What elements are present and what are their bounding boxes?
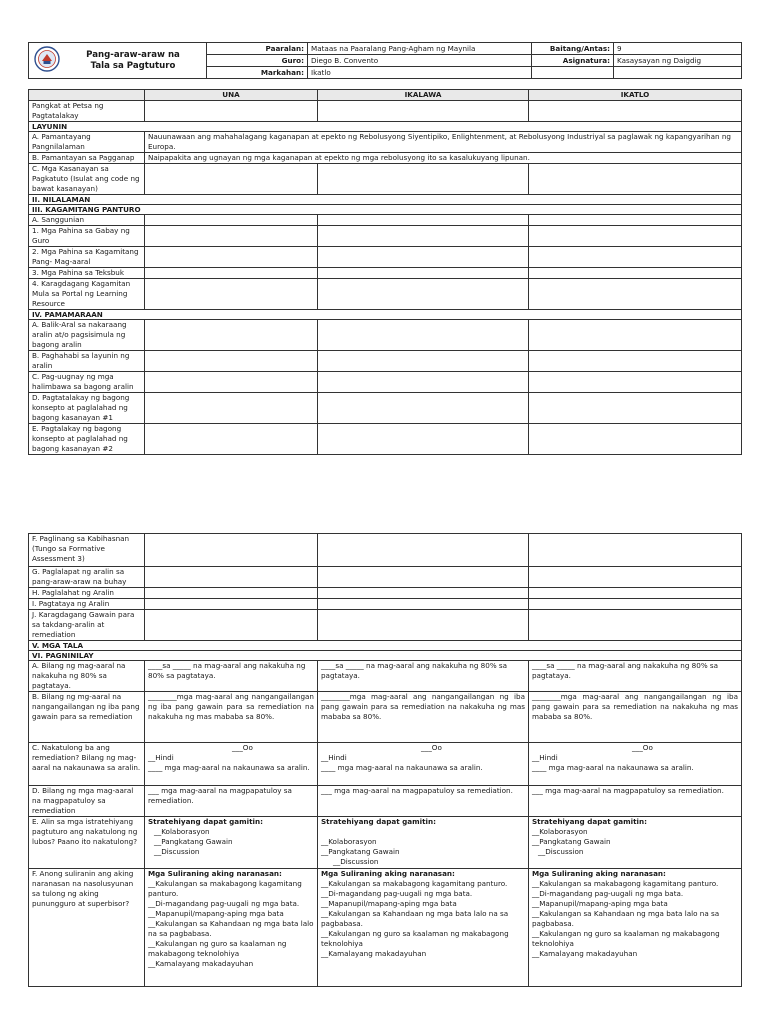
- cell-nakatulong-ikalawa[interactable]: [318, 743, 529, 786]
- row-label-paghahabi: B. Paghahabi sa layunin ng aralin: [29, 351, 145, 372]
- cell-paghahabi-una[interactable]: [145, 351, 318, 372]
- cell-istratehiya-ikatlo[interactable]: [529, 817, 742, 869]
- cell-paglalapat-ikatlo[interactable]: [529, 567, 742, 588]
- cell-paghahabi-ikatlo[interactable]: [529, 351, 742, 372]
- row-label-pangkat: Pangkat at Petsa ng Pagtatalakay: [29, 101, 145, 122]
- oo-option[interactable]: ___Oo: [421, 743, 442, 752]
- section-kagamitang-panturo: III. KAGAMITANG PANTURO: [29, 205, 742, 215]
- section-layunin: LAYUNIN: [29, 122, 742, 132]
- cell-pag-uugnay-ikalawa[interactable]: [318, 372, 529, 393]
- cell-kagamitang-ikatlo[interactable]: [529, 247, 742, 268]
- cell-pagtataya-ikalawa[interactable]: [318, 599, 529, 610]
- suliranin-option[interactable]: __Kakulangan sa Kahandaan ng mga bata lalo na sa pagbabasa.: [532, 909, 720, 928]
- markahan-label: Markahan:: [207, 67, 308, 79]
- suliranin-option[interactable]: __Kamalayang makadayuhan: [148, 959, 254, 968]
- cell-nakatulong-ikatlo[interactable]: [529, 743, 742, 786]
- strategy-heading: Stratehiyang dapat gamitin:: [321, 817, 436, 826]
- pangkatang-gawain-option[interactable]: __Pangkatang Gawain: [321, 847, 400, 856]
- asignatura-label: Asignatura:: [532, 55, 614, 67]
- cell-remediation-need-ikatlo[interactable]: ________mga mag-aaral ang nangangailangan ng iba pang gawain para sa remediation na nakakuha ng mas mababa sa 80%.: [529, 692, 742, 743]
- cell-pagtatalakay2-ikalawa[interactable]: [318, 424, 529, 455]
- cell-pag-uugnay-una[interactable]: [145, 372, 318, 393]
- markahan-value: Ikatlo: [308, 67, 532, 79]
- deped-seal-icon: [34, 46, 60, 72]
- suliranin-option[interactable]: __Di-magandang pag-uugali ng mga bata.: [532, 889, 684, 898]
- baitang-value: 9: [614, 43, 742, 55]
- cell-magpapatuloy-ikatlo[interactable]: ___ mga mag-aaral na magpapatuloy sa remediation.: [529, 786, 742, 817]
- suliranin-option[interactable]: __Kakulangan sa makabagong kagamitang panturo.: [148, 879, 302, 898]
- cell-sanggunian-ikatlo[interactable]: [529, 215, 742, 226]
- row-label-karagdagang-kagamitan: 4. Karagdagang Kagamitan Mula sa Portal ng Learning Resource: [29, 279, 145, 310]
- cell-balik-aral-ikatlo[interactable]: [529, 320, 742, 351]
- paaralan-label: Paaralan:: [207, 43, 308, 55]
- cell-istratehiya-ikalawa[interactable]: [318, 817, 529, 869]
- suliranin-option[interactable]: __Kakulangan sa Kahandaan ng mga bata lalo na sa pagbabasa.: [321, 909, 509, 928]
- cell-paglalahat-ikalawa[interactable]: [318, 588, 529, 599]
- cell-paghahabi-ikalawa[interactable]: [318, 351, 529, 372]
- kolaborasyon-option[interactable]: __Kolaborasyon: [321, 837, 377, 846]
- suliranin-option[interactable]: __Di-magandang pag-uugali ng mga bata.: [321, 889, 473, 898]
- cell-gabay-ikatlo[interactable]: [529, 226, 742, 247]
- guro-label: Guro:: [207, 55, 308, 67]
- cell-gabay-ikalawa[interactable]: [318, 226, 529, 247]
- hindi-option[interactable]: __Hindi: [321, 753, 347, 762]
- row-label-bilang-80: A. Bilang ng mag-aaral na nakakuha ng 80% sa pagtataya.: [29, 661, 145, 692]
- kolaborasyon-option[interactable]: __Kolaborasyon: [154, 827, 210, 836]
- title-cell: [29, 43, 207, 79]
- suliranin-option[interactable]: __Mapanupil/mapang-aping mga bata: [532, 899, 668, 908]
- row-label-paglalahat: H. Paglalahat ng Aralin: [29, 588, 145, 599]
- cell-pangkat-ikatlo[interactable]: [529, 101, 742, 122]
- suliranin-option[interactable]: __Di-magandang pag-uugali ng mga bata.: [148, 899, 300, 908]
- suliranin-option[interactable]: __Kamalayang makadayuhan: [321, 949, 427, 958]
- row-label-istratehiya: E. Alin sa mga istratehiyang pagtuturo ang nakatulong ng lubos? Paano ito nakatulong?: [29, 817, 145, 869]
- section-pagninilay: VI. PAGNINILAY: [29, 651, 742, 661]
- cell-karagdagang-gawain-ikatlo[interactable]: [529, 610, 742, 641]
- cell-istratehiya-una[interactable]: [145, 817, 318, 869]
- cell-kasanayan-una[interactable]: [145, 164, 318, 195]
- cell-pagtatalakay2-una[interactable]: [145, 424, 318, 455]
- asignatura-value: Kasaysayan ng Daigdig: [614, 55, 742, 67]
- section-nilalaman: II. NILALAMAN: [29, 195, 742, 205]
- cell-pagtatalakay1-una[interactable]: [145, 393, 318, 424]
- cell-teksbuk-ikatlo[interactable]: [529, 268, 742, 279]
- paaralan-value: Mataas na Paaralang Pang-Agham ng Maynila: [308, 43, 532, 55]
- strategy-heading: Stratehiyang dapat gamitin:: [532, 817, 647, 826]
- row-label-karagdagang-gawain: J. Karagdagang Gawain para sa takdang-aralin at remediation: [29, 610, 145, 641]
- cell-kagamitang-ikalawa[interactable]: [318, 247, 529, 268]
- cell-paglinang-ikalawa[interactable]: [318, 534, 529, 567]
- cell-paglalahat-una[interactable]: [145, 588, 318, 599]
- row-label-pagtatalakay-1: D. Pagtatalakay ng bagong konsepto at paglalahad ng bagong kasanayan #1: [29, 393, 145, 424]
- cell-suliranin-ikalawa[interactable]: [318, 869, 529, 987]
- pangkatang-gawain-option[interactable]: __Pangkatang Gawain: [532, 837, 611, 846]
- cell-karagdagang-ikatlo[interactable]: [529, 279, 742, 310]
- cell-teksbuk-una[interactable]: [145, 268, 318, 279]
- column-head-ikatlo: IKATLO: [529, 90, 742, 101]
- cell-bilang-80-una[interactable]: ____sa _____ na mag-aaral ang nakakuha ng 80% sa pagtataya.: [145, 661, 318, 692]
- cell-pangkat-ikalawa[interactable]: [318, 101, 529, 122]
- cell-pag-uugnay-ikatlo[interactable]: [529, 372, 742, 393]
- row-label-paglalapat: G. Paglalapat ng aralin sa pang-araw-araw na buhay: [29, 567, 145, 588]
- document-title-line1: Pang-araw-araw na: [86, 49, 180, 60]
- suliranin-option[interactable]: __Kakulangan sa makabagong kagamitang panturo.: [321, 879, 508, 888]
- section-pamamaraan: IV. PAMAMARAAN: [29, 310, 742, 320]
- cell-paglinang-una[interactable]: [145, 534, 318, 567]
- pangkatang-gawain-option[interactable]: __Pangkatang Gawain: [154, 837, 233, 846]
- row-label-pamantayan-pagganap: B. Pamantayan sa Pagganap: [29, 153, 145, 164]
- oo-option[interactable]: ___Oo: [632, 743, 653, 752]
- suliranin-option[interactable]: __Kakulangan ng guro sa kaalaman ng makabagong teknolohiya: [532, 929, 720, 948]
- empty-cell: [532, 67, 614, 79]
- row-label-pagtatalakay-2: E. Pagtalakay ng bagong konsepto at paglalahad ng bagong kasanayan #2: [29, 424, 145, 455]
- cell-sanggunian-ikalawa[interactable]: [318, 215, 529, 226]
- empty-cell: [29, 90, 145, 101]
- cell-remediation-need-una[interactable]: ________mga mag-aaral ang nangangailangan ng iba pang gawain para sa remediation na nakakuha ng mas mababa sa 80%.: [145, 692, 318, 743]
- cell-magpapatuloy-una[interactable]: ___ mga mag-aaral na magpapatuloy sa remediation.: [145, 786, 318, 817]
- cell-karagdagang-una[interactable]: [145, 279, 318, 310]
- oo-option[interactable]: ___Oo: [232, 743, 253, 752]
- suliranin-option[interactable]: __Kakulangan ng guro sa kaalaman ng makabagong teknolohiya: [148, 939, 287, 958]
- cell-pagtatalakay2-ikatlo[interactable]: [529, 424, 742, 455]
- row-label-gabay: 1. Mga Pahina sa Gabay ng Guro: [29, 226, 145, 247]
- suliranin-option[interactable]: __Kakulangan sa Kahandaan ng mga bata lalo na sa pagbabasa.: [148, 919, 314, 938]
- row-label-kasanayan: C. Mga Kasanayan sa Pagkatuto (Isulat ang code ng bawat kasanayan): [29, 164, 145, 195]
- suliranin-option[interactable]: __Kakulangan sa makabagong kagamitang panturo.: [532, 879, 719, 888]
- cell-magpapatuloy-ikalawa[interactable]: ___ mga mag-aaral na magpapatuloy sa remediation.: [318, 786, 529, 817]
- pamantayan-pagganap-value: Naipapakita ang ugnayan ng mga kaganapan at epekto ng mga rebolusyong ito sa kasalukuyang lipunan.: [145, 153, 742, 164]
- cell-kasanayan-ikatlo[interactable]: [529, 164, 742, 195]
- empty-cell: [614, 67, 742, 79]
- suliranin-option[interactable]: __Kamalayang makadayuhan: [532, 949, 638, 958]
- row-label-kagamitang-pang-mag-aaral: 2. Mga Pahina sa Kagamitang Pang- Mag-aaral: [29, 247, 145, 268]
- cell-paglinang-ikatlo[interactable]: [529, 534, 742, 567]
- row-label-nakatulong: C. Nakatulong ba ang remediation? Bilang ng mag-aaral na nakaunawa sa aralin.: [29, 743, 145, 786]
- cell-suliranin-ikatlo[interactable]: [529, 869, 742, 987]
- cell-suliranin-una[interactable]: [145, 869, 318, 987]
- section-mga-tala: V. MGA TALA: [29, 641, 742, 651]
- cell-pagtatalakay1-ikalawa[interactable]: [318, 393, 529, 424]
- cell-teksbuk-ikalawa[interactable]: [318, 268, 529, 279]
- lesson-plan-table-2: [28, 533, 742, 987]
- baitang-label: Baitang/Antas:: [532, 43, 614, 55]
- nakaunawa-count[interactable]: ____ mga mag-aaral na nakaunawa sa aralin.: [532, 763, 694, 772]
- row-label-paglinang: F. Paglinang sa Kabihasnan (Tungo sa Formative Assessment 3): [29, 534, 145, 567]
- suliranin-option[interactable]: __Mapanupil/mapang-aping mga bata: [148, 909, 284, 918]
- hindi-option[interactable]: __Hindi: [532, 753, 558, 762]
- cell-sanggunian-una[interactable]: [145, 215, 318, 226]
- cell-kagamitang-una[interactable]: [145, 247, 318, 268]
- cell-paglalapat-ikalawa[interactable]: [318, 567, 529, 588]
- row-label-remediation-need: B. Bilang ng mg-aaral na nangangailangan ng iba pang gawain para sa remediation: [29, 692, 145, 743]
- kolaborasyon-option[interactable]: __Kolaborasyon: [532, 827, 588, 836]
- cell-bilang-80-ikatlo[interactable]: ____sa _____ na mag-aaral ang nakakuha ng 80% sa pagtataya.: [529, 661, 742, 692]
- guro-value: Diego B. Convento: [308, 55, 532, 67]
- nakaunawa-count[interactable]: ____ mga mag-aaral na nakaunawa sa aralin.: [148, 763, 310, 772]
- cell-pagtataya-ikatlo[interactable]: [529, 599, 742, 610]
- nakaunawa-count[interactable]: ____ mga mag-aaral na nakaunawa sa aralin.: [321, 763, 483, 772]
- suliranin-option[interactable]: __Kakulangan ng guro sa kaalaman ng makabagong teknolohiya: [321, 929, 509, 948]
- cell-paglalapat-una[interactable]: [145, 567, 318, 588]
- cell-karagdagang-gawain-ikalawa[interactable]: [318, 610, 529, 641]
- cell-balik-aral-una[interactable]: [145, 320, 318, 351]
- row-label-suliranin: F. Anong suliranin ang aking naranasan na nasolusyunan sa tulong ng aking punungguro at superbisor?: [29, 869, 145, 987]
- pamantayang-pangnilalaman-value: Nauunawaan ang mahahalagang kaganapan at epekto ng Rebolusyong Siyentipiko, Enlightenment, at Rebolusyong Industriyal sa paglawak ng kapangyarihan ng Europa.: [145, 132, 742, 153]
- discussion-option[interactable]: __Discussion: [333, 857, 379, 866]
- suliranin-heading: Mga Suliraning aking naranasan:: [321, 869, 455, 878]
- column-head-una: UNA: [145, 90, 318, 101]
- document-title-line2: Tala sa Pagtuturo: [90, 60, 176, 71]
- cell-kasanayan-ikalawa[interactable]: [318, 164, 529, 195]
- row-label-pagtataya: I. Pagtataya ng Aralin: [29, 599, 145, 610]
- cell-gabay-una[interactable]: [145, 226, 318, 247]
- row-label-sanggunian: A. Sanggunian: [29, 215, 145, 226]
- cell-pangkat-una[interactable]: [145, 101, 318, 122]
- discussion-option[interactable]: __Discussion: [154, 847, 200, 856]
- cell-remediation-need-ikalawa[interactable]: ________mga mag-aaral ang nangangailangan ng iba pang gawain para sa remediation na nakakuha ng mas mababa sa 80%.: [318, 692, 529, 743]
- cell-karagdagang-gawain-una[interactable]: [145, 610, 318, 641]
- discussion-option[interactable]: __Discussion: [538, 847, 584, 856]
- suliranin-heading: Mga Suliraning aking naranasan:: [148, 869, 282, 878]
- row-label-teksbuk: 3. Mga Pahina sa Teksbuk: [29, 268, 145, 279]
- column-head-ikalawa: IKALAWA: [318, 90, 529, 101]
- suliranin-option[interactable]: __Mapanupil/mapang-aping mga bata: [321, 899, 457, 908]
- row-label-balik-aral: A. Balik-Aral sa nakaraang aralin at/o pagsisimula ng bagong aralin: [29, 320, 145, 351]
- cell-nakatulong-una[interactable]: [145, 743, 318, 786]
- suliranin-heading: Mga Suliraning aking naranasan:: [532, 869, 666, 878]
- cell-pagtataya-una[interactable]: [145, 599, 318, 610]
- row-label-pamantayang-pangnilalaman: A. Pamantayang Pangnilalaman: [29, 132, 145, 153]
- cell-balik-aral-ikalawa[interactable]: [318, 320, 529, 351]
- hindi-option[interactable]: __Hindi: [148, 753, 174, 762]
- cell-paglalahat-ikatlo[interactable]: [529, 588, 742, 599]
- row-label-pag-uugnay: C. Pag-uugnay ng mga halimbawa sa bagong aralin: [29, 372, 145, 393]
- cell-karagdagang-ikalawa[interactable]: [318, 279, 529, 310]
- strategy-heading: Stratehiyang dapat gamitin:: [148, 817, 263, 826]
- header-table: [28, 42, 742, 79]
- row-label-magpapatuloy: D. Bilang ng mga mag-aaral na magpapatuloy sa remediation: [29, 786, 145, 817]
- cell-bilang-80-ikalawa[interactable]: ____sa _____ na mag-aaral ang nakakuha ng 80% sa pagtataya.: [318, 661, 529, 692]
- spacer: [321, 827, 525, 837]
- cell-pagtatalakay1-ikatlo[interactable]: [529, 393, 742, 424]
- lesson-plan-table-1: [28, 89, 742, 455]
